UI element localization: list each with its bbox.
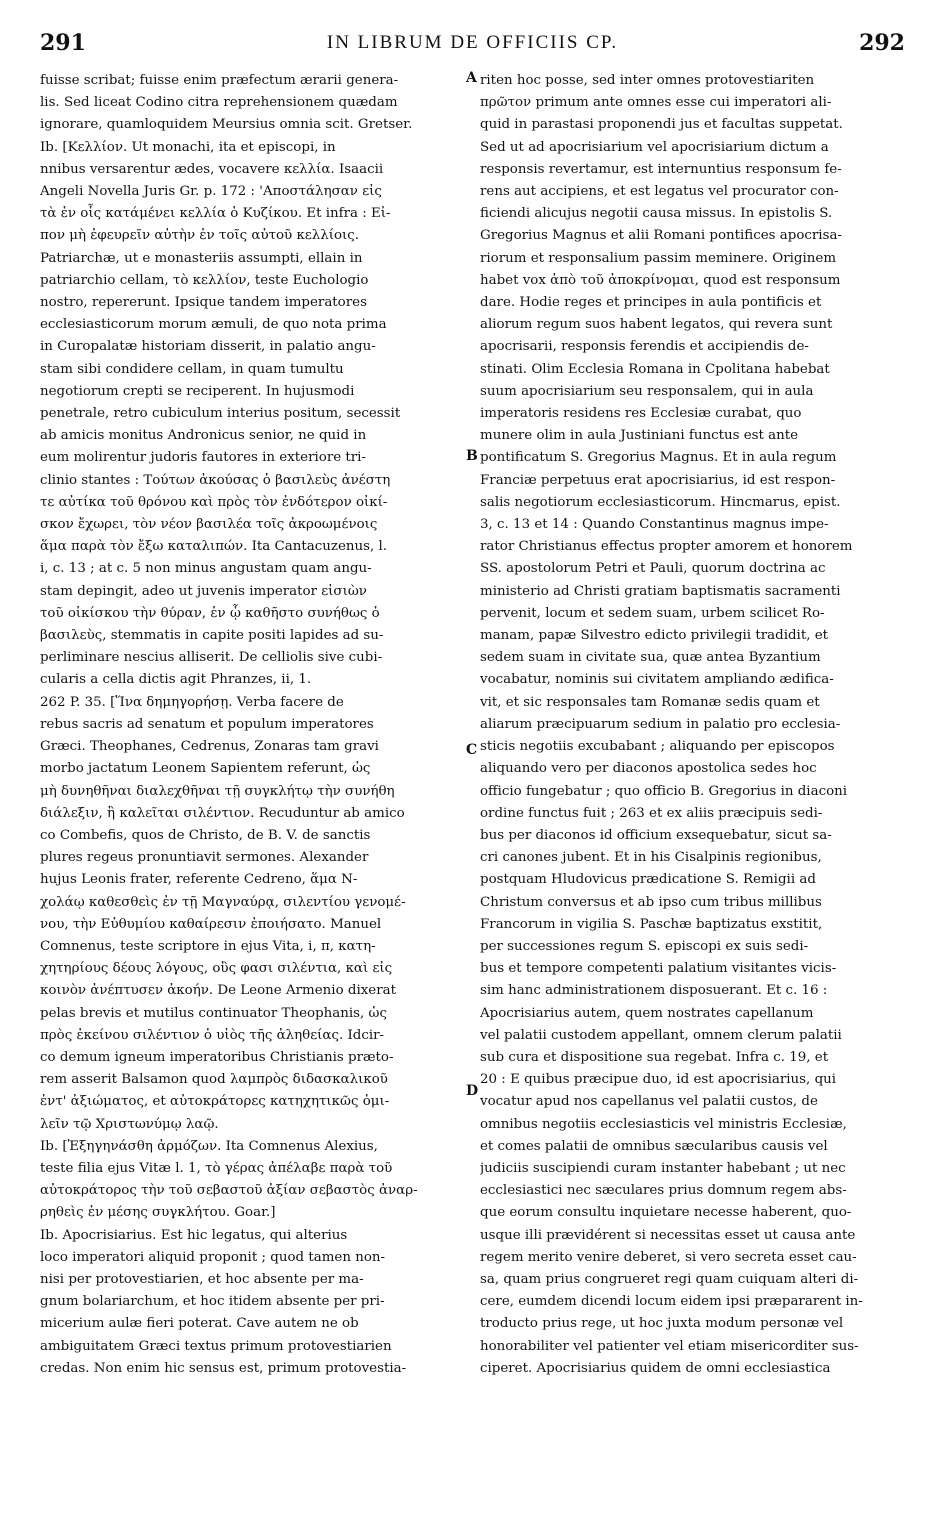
right-column-line: Franciæ perpetuus erat apocrisiarius, id est respon- bbox=[480, 472, 836, 488]
right-column-line: vocatur apud nos capellanus vel palatii custos, de bbox=[480, 1094, 818, 1110]
left-column-line: ρηθεὶς ἐν μέσης συγκλήτου. Goar.] bbox=[40, 1205, 276, 1221]
left-column-line: eum molirentur judoris fautores in exteriore tri- bbox=[40, 450, 366, 466]
right-column-line: ciperet. Apocrisiarius quidem de omni ecclesiastica bbox=[480, 1360, 831, 1376]
left-column-line: hujus Leonis frater, referente Cedreno, ἅμα Ν- bbox=[40, 872, 358, 888]
right-column-line: aliarum præcipuarum sedium in palatio pro ecclesia- bbox=[480, 716, 841, 732]
left-column-line: τοῦ οἰκίσκου τὴν θύραν, ἐν ᾧ καθῆστο συνήθως ὁ bbox=[40, 605, 380, 621]
left-column-line: τὰ ἐν οἷς κατάμένει κελλία ὁ Κυζίκου. Et infra : Εἰ- bbox=[40, 206, 391, 222]
left-column-line: co demum igneum imperatoribus Christianis præto- bbox=[40, 1049, 394, 1065]
left-column-line: κοινὸν ἀνέπτυσεν ἀκοήν. De Leone Armenio dixerat bbox=[40, 983, 396, 999]
right-column-line: ministerio ad Christi gratiam baptismatis sacramenti bbox=[480, 583, 841, 599]
left-column-line: πρὸς ἐκείνου σιλέντιον ὁ υἱὸς τῆς ἀληθείας. Idcir- bbox=[40, 1027, 385, 1043]
left-column-line: νου, τὴν Εὐθυμίου καθαίρεσιν ἐποιήσατο. Manuel bbox=[40, 916, 382, 932]
left-column-line: χολάῳ καθεσθεὶς ἐν τῇ Μαγναύρᾳ, σιλεντίου γενομέ- bbox=[40, 894, 406, 910]
right-column-line: salis negotiorum ecclesiasticorum. Hincmarus, epist. bbox=[480, 494, 841, 510]
right-column-line: regem merito venire deberet, si vero secreta esset cau- bbox=[480, 1249, 857, 1265]
left-column-line: αὐτοκράτορος τὴν τοῦ σεβαστοῦ ἀξίαν σεβαστὸς ἀναρ- bbox=[40, 1183, 418, 1199]
left-column-line: nostro, repererunt. Ipsique tandem imperatores bbox=[40, 295, 367, 311]
right-column-line: rator Christianus effectus propter amorem et honorem bbox=[480, 539, 853, 555]
right-column-line: dare. Hodie reges et principes in aula pontificis et bbox=[480, 295, 822, 311]
left-column-line: i, c. 13 ; at c. 5 non minus angustam quam angu- bbox=[40, 561, 372, 577]
left-column-line: διάλεξιν, ἣ καλεῖται σιλέντιον. Recuduntur ab amico bbox=[40, 805, 405, 821]
right-column-line: stinati. Olim Ecclesia Romana in Cpolitana habebat bbox=[480, 361, 830, 377]
left-column-line: σκον ἔχωρει, τὸν νέον βασιλέα τοῖς ἀκροωμένοις bbox=[40, 517, 378, 533]
left-column-line: micerium aulæ fieri poterat. Cave autem ne ob bbox=[40, 1316, 359, 1332]
right-column-line: cri canones jubent. Et in his Cisalpinis regionibus, bbox=[480, 850, 822, 866]
left-column-line: pelas brevis et mutilus continuator Theophanis, ὡς bbox=[40, 1005, 387, 1021]
left-column-line: Comnenus, teste scriptore in ejus Vita, i, π, κατη- bbox=[40, 938, 376, 954]
right-column-line: Gregorius Magnus et alii Romani pontifices apocrisa- bbox=[480, 228, 842, 244]
right-column-line: Francorum in vigilia S. Paschæ baptizatus exstitit, bbox=[480, 916, 823, 932]
left-column-line: ignorare, quamloquidem Meursius omnia scit. Gretser. bbox=[40, 117, 413, 133]
left-column-line: μὴ δυνηθῆναι διαλεχθῆναι τῇ συγκλήτῳ τὴν συνήθη bbox=[40, 783, 395, 799]
right-column-line: responsis revertamur, est internuntius responsum fe- bbox=[480, 161, 842, 177]
margin-marker-d: D bbox=[466, 1083, 479, 1099]
left-column-line: patriarchio cellam, τὸ κελλίον, teste Euchologio bbox=[40, 272, 369, 288]
right-column-line: honorabiliter vel patienter vel etiam misericorditer sus- bbox=[480, 1338, 859, 1354]
right-column-line: omnibus negotiis ecclesiasticis vel ministris Ecclesiæ, bbox=[480, 1116, 847, 1132]
margin-marker-a: A bbox=[466, 70, 477, 86]
left-column-line: penetrale, retro cubiculum interius positum, secessit bbox=[40, 406, 401, 422]
left-column-line: in Curopalatæ historiam disserit, in palatio angu- bbox=[40, 339, 376, 355]
left-column-line: βασιλεὺς, stemmatis in capite positi lapides ad su- bbox=[40, 628, 384, 644]
right-column-line: quid in parastasi proponendi jus et facultas suppetat. bbox=[480, 117, 843, 133]
right-column-line: judiciis suscipiendi curam instanter habebant ; ut nec bbox=[480, 1160, 846, 1176]
left-column-line: negotiorum crepti se reciperent. In hujusmodi bbox=[40, 383, 355, 399]
right-column-line: troducto prius rege, ut hoc juxta modum personæ vel bbox=[480, 1316, 844, 1332]
left-column-line: nnibus versarentur ædes, vocavere κελλία. Isaacii bbox=[40, 161, 384, 177]
right-column-line: ficiendi alicujus negotii causa missus. In epistolis S. bbox=[480, 206, 833, 222]
left-column-line: stam sibi condidere cellam, in quam tumultu bbox=[40, 361, 344, 377]
right-column-line: per successiones regum S. episcopi ex suis sedi- bbox=[480, 938, 809, 954]
left-column-line: ambiguitatem Græci textus primum protovestiarien bbox=[40, 1338, 392, 1354]
left-column-line: ecclesiasticorum morum æmuli, de quo nota prima bbox=[40, 317, 387, 333]
right-column-line: pontificatum S. Gregorius Magnus. Et in aula regum bbox=[480, 450, 837, 466]
page-header bbox=[40, 30, 905, 56]
right-column-line: 20 : E quibus præcipue duo, id est apocrisiarius, qui bbox=[480, 1072, 837, 1088]
right-column-line: usque illi prævidérent si necessitas esset ut causa ante bbox=[480, 1227, 856, 1243]
left-column-line: gnum bolariarchum, et hoc itidem absente per pri- bbox=[40, 1294, 385, 1310]
right-column-line: apocrisarii, responsis ferendis et accipiendis de- bbox=[480, 339, 809, 355]
right-column bbox=[480, 70, 903, 1520]
right-column-line: ordine functus fuit ; 263 et ex aliis præcipuis sedi- bbox=[480, 805, 823, 821]
right-column-line: bus et tempore competenti palatium visitantes vicis- bbox=[480, 961, 837, 977]
right-column-line: imperatoris residens res Ecclesiæ curabat, quo bbox=[480, 406, 802, 422]
left-column-line: χητηρίους δέους λόγους, οὓς φασι σιλέντια, καὶ εἰς bbox=[40, 961, 393, 977]
page-number-right: 292 bbox=[859, 30, 905, 56]
right-column-line: postquam Hludovicus prædicatione S. Remigii ad bbox=[480, 872, 816, 888]
right-column-line: sub cura et dispositione sua regebat. Infra c. 19, et bbox=[480, 1049, 829, 1065]
right-column-line: sticis negotiis excubabant ; aliquando per episcopos bbox=[480, 739, 835, 755]
left-column-line: Angeli Novella Juris Gr. p. 172 : 'Αποστάλησαν εἰς bbox=[40, 184, 382, 200]
left-column-line: loco imperatori aliquid proponit ; quod tamen non- bbox=[40, 1249, 386, 1265]
right-column-line: ecclesiastici nec sæculares prius domnum regem abs- bbox=[480, 1183, 847, 1199]
left-column-line: nisi per protovestiarien, et hoc absente per ma- bbox=[40, 1271, 364, 1287]
right-column-line: suum apocrisiarium seu responsalem, qui in aula bbox=[480, 383, 814, 399]
left-column-line: Ib. [Ἐξηγηνάσθη ἀρμόζων. Ita Comnenus Alexius, bbox=[40, 1138, 378, 1154]
left-column-line: 262 P. 35. [Ἵνα δημηγορήσῃ. Verba facere de bbox=[40, 694, 344, 710]
left-column-line: ab amicis monitus Andronicus senior, ne quid in bbox=[40, 428, 367, 444]
left-column-line: plures regeus pronuntiavit sermones. Alexander bbox=[40, 850, 369, 866]
right-column-line: SS. apostolorum Petri et Pauli, quorum doctrina ac bbox=[480, 561, 826, 577]
right-column-line: Apocrisiarius autem, quem nostrates capellanum bbox=[480, 1005, 814, 1021]
left-column-line: cularis a cella dictis agit Phranzes, ii, 1. bbox=[40, 672, 312, 688]
left-column-line: lis. Sed liceat Codino citra reprehensionem quædam bbox=[40, 95, 398, 111]
left-column bbox=[40, 70, 460, 1520]
right-column-line: et comes palatii de omnibus sæcularibus causis vel bbox=[480, 1138, 828, 1154]
right-column-line: vit, et sic responsales tam Romanæ sedis quam et bbox=[480, 694, 820, 710]
left-column-line: rem asserit Balsamon quod λαμπρὸς διδασκαλικοῦ bbox=[40, 1072, 388, 1088]
right-column-line: πρῶτον primum ante omnes esse cui imperatori ali- bbox=[480, 95, 832, 111]
right-column-line: bus per diaconos id officium exsequebatur, sicut sa- bbox=[480, 827, 832, 843]
right-column-line: vocabatur, nominis sui civitatem ampliando ædifica- bbox=[480, 672, 834, 688]
right-column-line: aliquando vero per diaconos apostolica sedes hoc bbox=[480, 761, 817, 777]
left-column-line: ἅμα παρὰ τὸν ἔξω καταλιπών. Ita Cantacuzenus, l. bbox=[40, 539, 388, 555]
right-column-line: que eorum consultu inquietare necesse haberent, quo- bbox=[480, 1205, 852, 1221]
left-column-line: perliminare nescius alliserit. De celliolis sive cubi- bbox=[40, 650, 383, 666]
margin-marker-c: C bbox=[466, 742, 478, 758]
right-column-line: sim hanc administrationem disposuerant. Et c. 16 : bbox=[480, 983, 828, 999]
right-column-line: munere olim in aula Justiniani functus est ante bbox=[480, 428, 799, 444]
left-column-line: Ib. [Κελλίον. Ut monachi, ita et episcopi, in bbox=[40, 139, 336, 155]
left-column-line: rebus sacris ad senatum et populum imperatores bbox=[40, 716, 374, 732]
left-column-line: Græci. Theophanes, Cedrenus, Zonaras tam gravi bbox=[40, 739, 379, 755]
right-column-line: riorum et responsalium passim meminere. Originem bbox=[480, 250, 837, 266]
right-column-line: sedem suam in civitate sua, quæ antea Byzantium bbox=[480, 650, 821, 666]
left-column-line: morbo jactatum Leonem Sapientem referunt, ὡς bbox=[40, 761, 371, 777]
left-column-line: stam depingit, adeo ut juvenis imperator εἰσιὼν bbox=[40, 583, 367, 599]
left-column-line: clinio stantes : Τούτων ἀκούσας ὁ βασιλεὺς ἀνέστη bbox=[40, 472, 391, 488]
right-column-line: Christum conversus et ab ipso cum tribus millibus bbox=[480, 894, 822, 910]
left-column-line: teste filia ejus Vitæ l. 1, τὸ γέρας ἀπέλαβε παρὰ τοῦ bbox=[40, 1160, 393, 1176]
right-column-line: aliorum regum suos habent legatos, qui revera sunt bbox=[480, 317, 833, 333]
left-column-line: ἐντ' ἀξιώματος, et αὐτοκράτορες κατηχητικῶς ὁμι- bbox=[40, 1094, 390, 1110]
left-column-line: πον μὴ ἐφευρεῖν αὐτὴν ἐν τοῖς αὐτοῦ κελλίοις. bbox=[40, 228, 360, 244]
left-column-line: fuisse scribat; fuisse enim præfectum ærarii genera- bbox=[40, 73, 399, 88]
right-column-line: officio fungebatur ; quo officio B. Gregorius in diaconi bbox=[480, 783, 848, 799]
left-column-line: Ib. Apocrisiarius. Est hic legatus, qui alterius bbox=[40, 1227, 348, 1243]
right-column-line: riten hoc posse, sed inter omnes protovestiariten bbox=[480, 73, 815, 88]
right-column-line: sa, quam prius congrueret regi quam cuiquam alteri di- bbox=[480, 1271, 859, 1287]
left-column-line: τε αὐτίκα τοῦ θρόνου καὶ πρὸς τὸν ἐνδότερον οἰκί- bbox=[40, 494, 388, 510]
right-column-line: Sed ut ad apocrisiarium vel apocrisiarium dictum a bbox=[480, 139, 829, 155]
left-column-line: λεῖν τῷ Χριστωνύμῳ λαῷ. bbox=[40, 1116, 219, 1132]
margin-marker-b: B bbox=[466, 448, 478, 464]
right-column-line: cere, eumdem dicendi locum eidem ipsi præpararent in- bbox=[480, 1294, 863, 1310]
right-column-line: 3, c. 13 et 14 : Quando Constantinus magnus impe- bbox=[480, 517, 829, 533]
page-number-left: 291 bbox=[40, 30, 86, 56]
right-column-line: vel palatii custodem appellant, omnem clerum palatii bbox=[480, 1027, 842, 1043]
right-column-line: manam, papæ Silvestro edicto privilegii tradidit, et bbox=[480, 628, 829, 644]
right-column-line: rens aut accipiens, et est legatus vel procurator con- bbox=[480, 184, 839, 200]
right-column-line: habet vox ἀπὸ τοῦ ἀποκρίνομαι, quod est responsum bbox=[480, 272, 841, 288]
left-column-line: Patriarchæ, ut e monasteriis assumpti, ellain in bbox=[40, 250, 363, 266]
running-title: IN LIBRUM DE OFFICIIS CP. bbox=[326, 32, 619, 53]
right-column-line: pervenit, locum et sedem suam, urbem scilicet Ro- bbox=[480, 605, 825, 621]
left-column-line: co Combefis, quos de Christo, de B. V. de sanctis bbox=[40, 827, 371, 843]
left-column-line: credas. Non enim hic sensus est, primum protovestia- bbox=[40, 1360, 407, 1376]
